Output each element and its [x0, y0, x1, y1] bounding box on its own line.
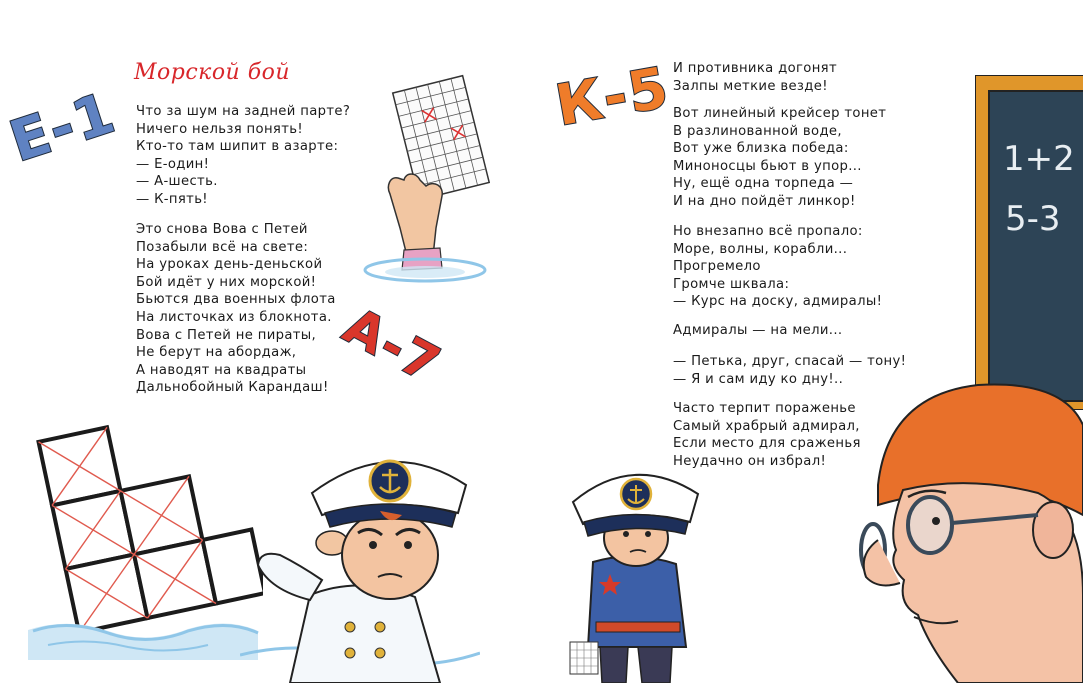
poem-line: Не берут на абордаж, [136, 345, 297, 361]
poem-line: И на дно пойдёт линкор! [673, 193, 856, 209]
coordinate-label-a7: А-7 [334, 296, 451, 395]
poem-line: Вова с Петей не пираты, [136, 327, 317, 343]
sinking-grid-ship-illustration [28, 405, 263, 660]
poem-line: Самый храбрый адмирал, [673, 418, 860, 434]
glasses-lens [908, 497, 952, 553]
uniform [290, 585, 440, 683]
poem-line: Но внезапно всё пропало: [673, 224, 863, 239]
poem-line: Бьются два военных флота [136, 292, 336, 308]
poem-line: — Петька, друг, спасай — тону! [673, 354, 907, 369]
poem-line: В разлинованной воде, [673, 123, 842, 139]
poem-line: — А-шесть. [136, 174, 218, 190]
poem-line: Вот уже близка победа: [673, 141, 849, 157]
poem-line: Это снова Вова с Петей [136, 222, 308, 237]
poem-title: Морской бой [134, 60, 291, 85]
poem-line: Дальнобойный Карандаш! [136, 380, 329, 396]
poem-line: — Курс на доску, адмиралы! [673, 294, 883, 310]
stanza [673, 322, 842, 340]
face [342, 511, 438, 599]
blackboard-illustration [975, 75, 1083, 410]
teacher-face-illustration [848, 365, 1083, 683]
blackboard-line-2: 5-3 [1005, 199, 1061, 239]
poem-line: На уроках день-деньской [136, 257, 323, 273]
blackboard-line-1: 1+2 [1003, 139, 1075, 179]
ear [1033, 502, 1073, 558]
stanza [136, 103, 350, 209]
poem-line: Неудачно он избрал! [673, 453, 827, 469]
poem-line: Вот линейный крейсер тонет [673, 106, 887, 121]
poem-line: Позабыли всё на свете: [136, 239, 309, 255]
stanza [673, 105, 886, 211]
standing-admiral-boy-illustration [558, 452, 708, 683]
poem-line: Ну, ещё одна торпеда — [673, 176, 854, 192]
poem-line: А наводят на квадраты [136, 362, 307, 378]
poem-line: На листочках из блокнота. [136, 309, 332, 325]
coordinate-label-e1: Е-1 [2, 80, 124, 176]
saluting-arm [258, 554, 322, 600]
stanza [673, 223, 882, 311]
poem-line: Ничего нельзя понять! [136, 121, 303, 137]
poem-line: Кто-то там шипит в азарте: [136, 139, 339, 155]
poem-line: Миноносцы бьют в упор... [673, 158, 862, 174]
trousers [600, 647, 672, 683]
blackboard-surface [989, 91, 1083, 401]
stanza [673, 60, 837, 95]
poem-line: Если место для сраженья [673, 436, 861, 452]
poem-line: Адмиралы — на мели... [673, 323, 843, 338]
stanza [136, 221, 336, 397]
poem-line: Бой идёт у них морской! [136, 274, 317, 290]
coordinate-label-k5: К-5 [551, 55, 675, 140]
poem-line: Прогремело [673, 259, 761, 275]
belt [596, 622, 680, 632]
poem-line: И противника догонят [673, 61, 837, 76]
poem-line: Море, волны, корабли... [673, 241, 848, 257]
poem-line: Залпы меткие везде! [673, 78, 828, 94]
poem-line: — Я и сам иду ко дну!.. [673, 371, 844, 387]
saluting-admiral-boy-illustration [240, 415, 480, 683]
uniform [588, 556, 686, 647]
poem-line: — К-пять! [136, 191, 208, 207]
poem-line: Что за шум на задней парте? [136, 104, 351, 119]
poem-line: — Е-один! [136, 156, 210, 172]
poem-line: Часто терпит пораженье [673, 401, 856, 416]
poem-line: Громче шквала: [673, 276, 790, 292]
hand-with-grid-paper-illustration [360, 68, 490, 283]
